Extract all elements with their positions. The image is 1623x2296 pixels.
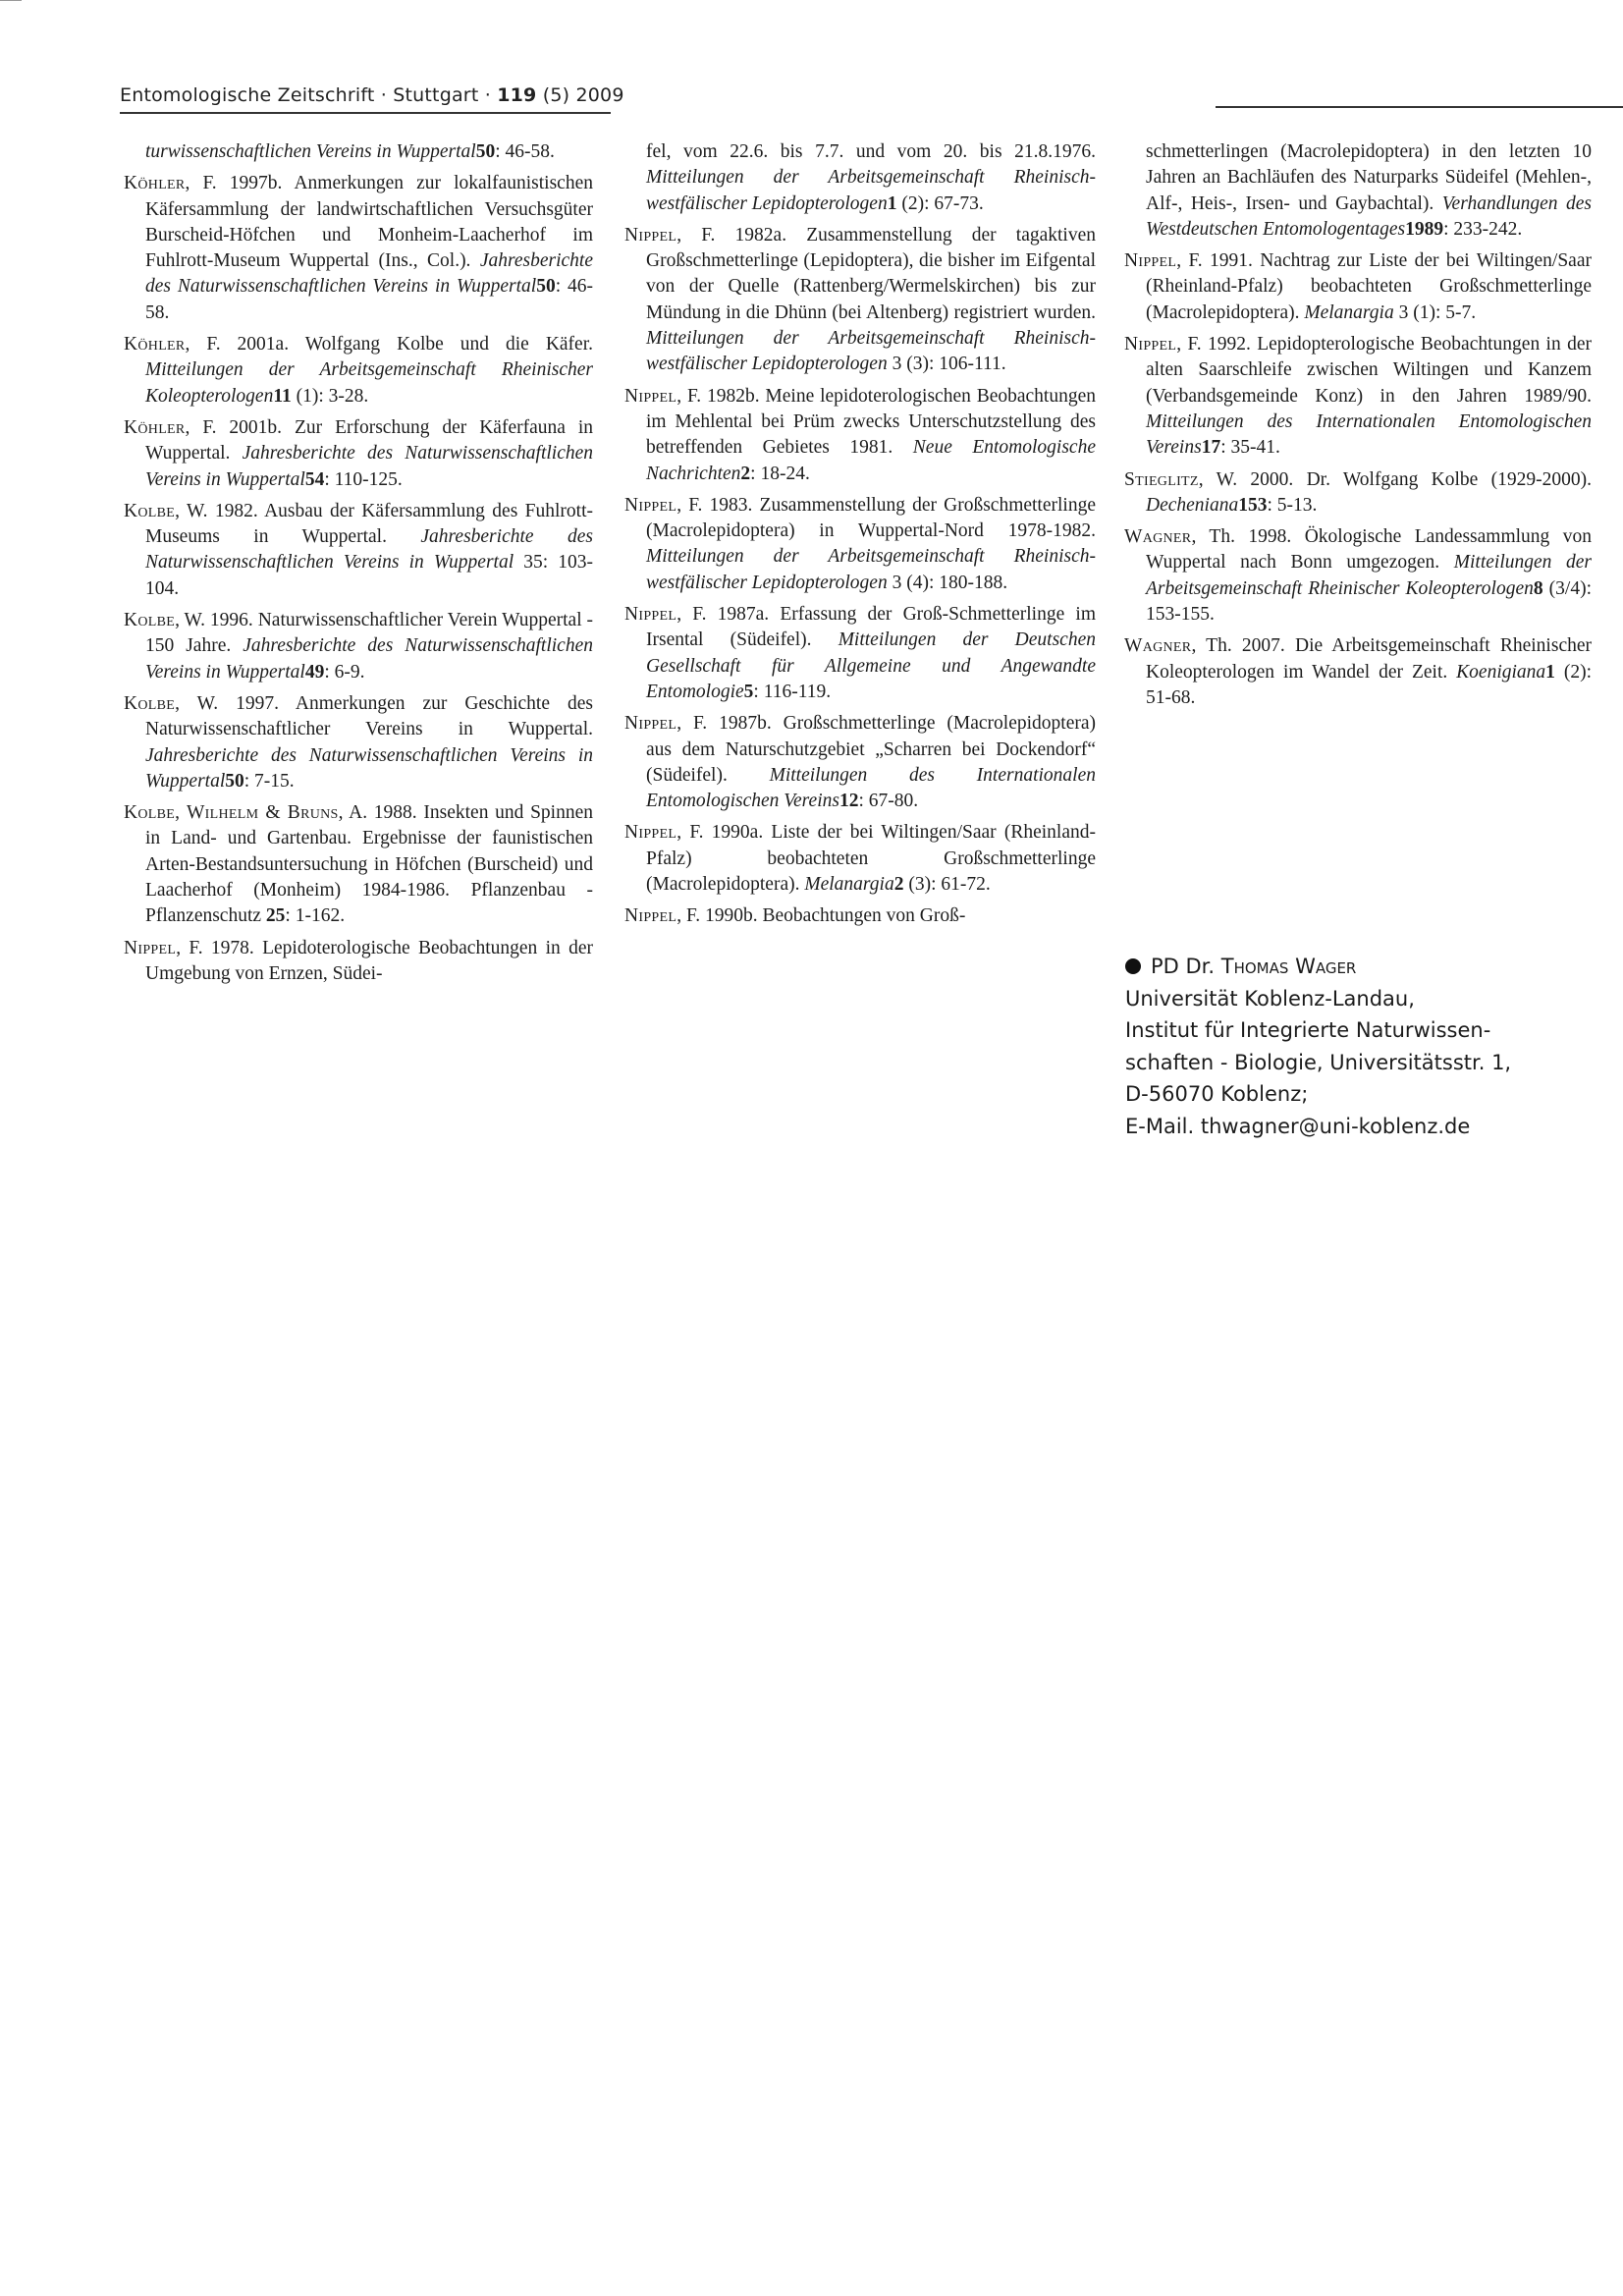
reference-volume: 1989: [1405, 218, 1444, 240]
reference-pages: (1): 3-28.: [291, 385, 369, 407]
reference-entry: [124, 800, 593, 929]
reference-author: Stieglitz: [1124, 468, 1199, 490]
reference-journal: Jahresberichte des Naturwissenschaftlichen Vereins in Wuppertal: [145, 744, 593, 792]
reference-volume: 50: [475, 141, 496, 162]
author-address: [1125, 951, 1596, 1142]
reference-text: , F. 1982b. Meine lepidoterologischen Beobachtungen im Mehlental bei Prüm zwecks Unterschutzstellung des betreffenden Gebietes 1981.: [646, 385, 1096, 459]
reference-pages: : 18-24.: [750, 463, 810, 484]
author-name-prefix: PD Dr.: [1151, 955, 1216, 978]
reference-entry: [1124, 633, 1592, 711]
running-header: [120, 84, 1588, 116]
reference-author: Nippel: [1124, 334, 1177, 355]
reference-volume: 1: [1545, 661, 1555, 683]
reference-volume: 5: [743, 681, 754, 702]
reference-journal: Mitteilungen des Internationalen Entomologischen Vereins: [1146, 410, 1592, 459]
reference-volume: 50: [225, 770, 244, 792]
reference-journal: Decheniana: [1146, 494, 1239, 516]
reference-text: , W. 1982. Ausbau der Käfersammlung des Fuhlrott-Museums in Wuppertal.: [145, 500, 593, 548]
reference-pages: : 233-242.: [1443, 218, 1523, 240]
reference-journal: Mitteilungen der Arbeitsgemeinschaft Rheinisch-westfälischer Lepidopterologen: [646, 167, 1096, 214]
reference-volume: 49: [304, 661, 325, 683]
reference-entry: [624, 820, 1096, 898]
header-rule-left: [120, 112, 611, 114]
reference-journal: Mitteilungen der Deutschen Gesellschaft für Allgemeine und Angewandte Entomologie: [646, 629, 1096, 702]
address-line: Universität Koblenz-Landau,: [1125, 986, 1415, 1011]
reference-entry: [124, 936, 593, 988]
reference-entry: [624, 493, 1096, 596]
reference-pages: (3/4): 153-155.: [1146, 577, 1592, 626]
reference-volume: 12: [839, 791, 859, 812]
reference-column-3: [1124, 139, 1592, 717]
reference-author: Nippel: [624, 604, 677, 626]
reference-text: , F. 2001b. Zur Erforschung der Käferfauna in Wuppertal.: [145, 416, 593, 465]
reference-entry: [124, 608, 593, 685]
reference-entry: [1124, 467, 1592, 519]
reference-text: , F. 2001a. Wolfgang Kolbe und die Käfer.: [185, 334, 593, 355]
reference-author: Nippel: [624, 822, 677, 844]
header-issue: (5): [542, 84, 570, 106]
reference-pages: : 1-162.: [285, 905, 346, 927]
reference-author: Wagner: [1124, 526, 1192, 548]
address-line: schaften - Biologie, Universitätsstr. 1,: [1125, 1050, 1512, 1074]
reference-text: , W. 1997. Anmerkungen zur Geschichte des Naturwissenschaftlicher Vereins in Wuppertal.: [145, 692, 593, 740]
author-name: Thomas Wager: [1220, 955, 1357, 978]
reference-pages: : 35-41.: [1220, 437, 1280, 459]
reference-entry: [624, 384, 1096, 487]
scan-corner-mark: [0, 0, 22, 1]
reference-author: Nippel: [624, 494, 677, 516]
reference-journal: Mitteilungen der Arbeitsgemeinschaft Rheinischer Koleopterologen: [145, 359, 593, 407]
reference-text: , F. 1990b. Beobachtungen von Groß-: [676, 905, 966, 927]
reference-text: , F. 1997b. Anmerkungen zur lokalfaunistischen Käfersammlung der landwirtschaftlichen Versuchsgüter Burscheid-Höfchen und Monheim-Laacherhof im Fuhlrott-Museum Wuppertal (Ins., Col.).: [145, 173, 593, 272]
reference-text: schmetterlingen (Macrolepidoptera) in den letzten 10 Jahren an Bachläufen des Naturparks Südeifel (Mehlen-, Alf-, Heis-, Irsen- und Gaybachtal).: [1146, 141, 1592, 214]
reference-entry: [124, 332, 593, 410]
reference-pages: (2): 67-73.: [896, 192, 984, 214]
reference-author: Köhler: [124, 334, 186, 355]
reference-journal: Neue Entomologische Nachrichten: [646, 437, 1096, 484]
reference-journal: turwissenschaftlichen Vereins in Wuppertal: [145, 141, 476, 162]
reference-entry: [124, 691, 593, 794]
reference-journal: Melanargia: [804, 874, 894, 896]
address-line: Institut für Integrierte Naturwissen-: [1125, 1018, 1491, 1042]
reference-volume: 2: [740, 463, 751, 484]
reference-volume: 17: [1201, 437, 1221, 459]
reference-journal: Jahresberichte des Naturwissenschaftlichen Vereins in Wuppertal: [145, 443, 594, 490]
reference-pages: 3 (3): 106-111.: [887, 354, 1006, 375]
reference-text: , F. 1987a. Erfassung der Groß-Schmetterlinge im Irsental (Südeifel).: [646, 604, 1096, 651]
reference-pages: (2): 51-68.: [1146, 661, 1593, 708]
reference-volume: 1: [887, 192, 897, 214]
reference-text: , A. 1988. Insekten und Spinnen in Land- und Gartenbau. Ergebnisse der faunistischen Arten-Bestandsuntersuchung in Höfchen (Burscheid) und Laacherhof (Monheim) 1984-1986. Pflanzenbau - Pflanzenschutz: [145, 802, 594, 927]
reference-pages: 3 (1): 5-7.: [1393, 301, 1477, 323]
reference-pages: : 46-58.: [145, 276, 593, 323]
reference-pages: : 110-125.: [324, 468, 403, 490]
reference-author: Nippel: [624, 385, 677, 407]
reference-volume: 11: [273, 385, 292, 407]
reference-volume: 2: [893, 874, 904, 896]
reference-journal: Jahresberichte des Naturwissenschaftlichen Vereins in Wuppertal: [145, 635, 593, 683]
header-text: Entomologische Zeitschrift · Stuttgart · 119 (5) 2009: [120, 84, 624, 106]
header-year: 2009: [575, 84, 624, 106]
reference-pages: 35: 103-104.: [145, 552, 593, 599]
reference-author: Kolbe, Wilhelm & Bruns: [124, 802, 339, 824]
reference-author: Nippel: [124, 937, 177, 958]
reference-column-2: [624, 139, 1096, 936]
reference-entry: [1124, 332, 1592, 461]
reference-text: , F. 1987b. Großschmetterlinge (Macrolepidoptera) aus dem Naturschutzgebiet „Scharren bei Dockendorf“ (Südeifel).: [646, 713, 1096, 786]
reference-pages: (3): 61-72.: [903, 874, 991, 896]
address-line: D-56070 Koblenz;: [1125, 1082, 1309, 1106]
reference-continuation: [624, 139, 1096, 217]
reference-author: Kolbe: [124, 610, 176, 631]
reference-author: Köhler: [124, 416, 186, 438]
reference-journal: Melanargia: [1304, 301, 1394, 323]
reference-text: , Th. 2007. Die Arbeitsgemeinschaft Rheinischer Koleopterologen im Wandel der Zeit.: [1146, 635, 1592, 683]
reference-journal: Verhandlungen des Westdeutschen Entomologentages: [1146, 192, 1592, 240]
reference-entry: [624, 903, 1096, 929]
reference-entry: [624, 223, 1096, 378]
reference-pages: : 67-80.: [858, 791, 919, 812]
reference-column-1: [124, 139, 593, 993]
header-place: Stuttgart: [393, 84, 479, 106]
reference-journal: Jahresberichte des Naturwissenschaftlichen Vereins in Wuppertal: [145, 526, 593, 574]
reference-volume: 8: [1533, 577, 1543, 599]
reference-volume: 25: [265, 905, 286, 927]
header-journal: Entomologische Zeitschrift: [120, 84, 375, 106]
reference-text: , W. 2000. Dr. Wolfgang Kolbe (1929-2000).: [1198, 468, 1592, 490]
reference-pages: : 7-15.: [243, 770, 295, 792]
reference-text: , W. 1996. Naturwissenschaftlicher Verein Wuppertal - 150 Jahre.: [145, 610, 593, 657]
reference-pages: : 5-13.: [1267, 494, 1318, 516]
header-volume: 119: [497, 84, 537, 106]
reference-text: , Th. 1998. Ökologische Landessammlung von Wuppertal nach Bonn umgezogen.: [1146, 526, 1592, 574]
reference-pages: 3 (4): 180-188.: [887, 572, 1008, 593]
reference-continuation: [1124, 139, 1592, 243]
reference-journal: Mitteilungen des Internationalen Entomologischen Vereins: [646, 764, 1096, 812]
reference-continuation: [124, 139, 593, 165]
author-email: E-Mail. thwagner@uni-koblenz.de: [1125, 1114, 1471, 1138]
reference-author: Köhler: [124, 173, 186, 194]
reference-text: , F. 1978. Lepidoterologische Beobachtungen in der Umgebung von Ernzen, Südei-: [145, 937, 593, 984]
reference-entry: [1124, 524, 1592, 628]
header-rule-right: [1216, 106, 1623, 108]
reference-journal: Koenigiana: [1456, 661, 1546, 683]
author-name-line: [1125, 951, 1596, 983]
reference-text: , F. 1982a. Zusammenstellung der tagaktiven Großschmetterlinge (Lepidoptera), die bisher im Eifgental von der Quelle (Rattenberg/Wermelskirchen) bis zur Mündung in die Dhünn (bei Altenberg) registriert wurden.: [646, 224, 1096, 323]
reference-author: Nippel: [624, 224, 677, 246]
reference-author: Kolbe: [124, 692, 176, 714]
reference-text: , F. 1983. Zusammenstellung der Großschmetterlinge (Macrolepidoptera) in Wuppertal-Nord 1978-1982.: [646, 494, 1096, 542]
reference-pages: : 6-9.: [324, 661, 365, 683]
reference-journal: Mitteilungen der Arbeitsgemeinschaft Rheinischer Koleopterologen: [1146, 552, 1593, 599]
reference-pages: : 116-119.: [753, 681, 832, 702]
reference-journal: Jahresberichte des Naturwissenschaftlichen Vereins in Wuppertal: [145, 250, 593, 298]
reference-journal: Mitteilungen der Arbeitsgemeinschaft Rheinisch-westfälischer Lepidopterologen: [646, 546, 1096, 593]
reference-volume: 54: [304, 468, 325, 490]
reference-journal: Mitteilungen der Arbeitsgemeinschaft Rheinisch-westfälischer Lepidopterologen: [646, 328, 1096, 375]
reference-text: , F. 1992. Lepidopterologische Beobachtungen in der alten Saarschleife zwischen Wiltingen und Kanzem (Verbandsgemeinde Konz) in den Jahren 1989/90.: [1146, 334, 1592, 407]
reference-text: fel, vom 22.6. bis 7.7. und vom 20. bis 21.8.1976.: [646, 141, 1096, 162]
reference-entry: [124, 171, 593, 326]
reference-author: Kolbe: [124, 500, 176, 521]
reference-entry: [124, 415, 593, 493]
reference-entry: [124, 499, 593, 602]
reference-entry: [624, 711, 1096, 814]
reference-text: , F. 1991. Nachtrag zur Liste der bei Wiltingen/Saar (Rheinland-Pfalz) beobachteten Großschmetterlinge (Macrolepidoptera).: [1146, 250, 1592, 323]
reference-entry: [1124, 248, 1592, 326]
bullet-icon: [1125, 958, 1141, 974]
reference-entry: [624, 602, 1096, 705]
reference-pages: : 46-58.: [495, 141, 555, 162]
reference-author: Nippel: [1124, 250, 1177, 272]
reference-author: Wagner: [1124, 635, 1192, 657]
reference-author: Nippel: [624, 713, 677, 735]
reference-volume: 153: [1238, 494, 1268, 516]
reference-author: Nippel: [624, 905, 677, 927]
reference-text: , F. 1990a. Liste der bei Wiltingen/Saar (Rheinland-Pfalz) beobachteten Großschmetterlinge (Macrolepidoptera).: [646, 822, 1096, 896]
reference-volume: 50: [536, 276, 556, 298]
